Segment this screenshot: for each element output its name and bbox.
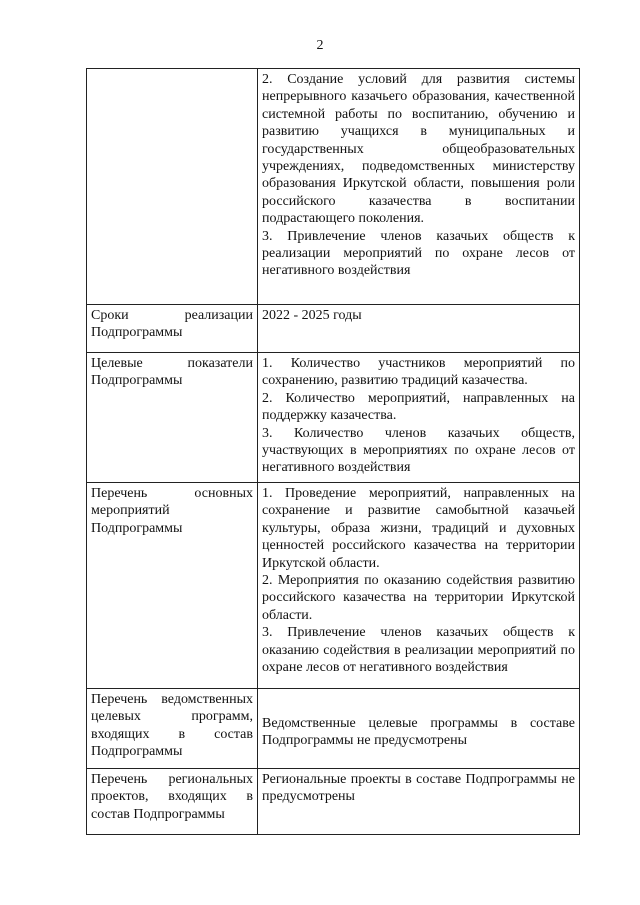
row-label: Целевые показатели Подпрограммы	[87, 353, 258, 483]
table-row	[87, 483, 580, 689]
list-item: Ведомственные целевые программы в составе Подпрограммы не предусмотрены	[262, 716, 575, 749]
row-label: Сроки реализации Подпрограммы	[87, 305, 258, 353]
row-value	[258, 769, 580, 835]
row-label	[87, 69, 258, 305]
row-label: Перечень основных мероприятий Подпрограммы	[87, 483, 258, 689]
row-value	[258, 483, 580, 689]
list-item: 2. Создание условий для развития системы непрерывного казачьего образования, качественной системной работы по воспитанию, обучению и развитию учащихся в муниципальных и государственных общеобразовательных учреждениях, подведомственных министерству образования Иркутской области, повышения роли российского казачества в воспитании подрастающего поколения.	[262, 72, 575, 227]
table-row	[87, 353, 580, 483]
row-value	[258, 353, 580, 483]
list-item: 2. Количество мероприятий, направленных на поддержку казачества.	[262, 390, 575, 424]
table-row	[87, 305, 580, 353]
list-item: 3. Привлечение членов казачьих обществ к оказанию содействия в реализации мероприятий по охране лесов от негативного воздействия	[262, 625, 575, 676]
table-row	[87, 769, 580, 835]
list-item: 2022 - 2025 годы	[262, 308, 362, 323]
row-label: Перечень региональных проектов, входящих в состав Подпрограммы	[87, 769, 258, 835]
list-item: Региональные проекты в составе Подпрограммы не предусмотрены	[262, 772, 575, 805]
table-row	[87, 69, 580, 305]
list-item: 3. Привлечение членов казачьих обществ к реализации мероприятий по охране лесов от негативного воздействия	[262, 228, 575, 279]
list-item: 2. Мероприятия по оказанию содействия развитию российского казачества на территории Иркутской области.	[262, 573, 575, 623]
row-value	[258, 69, 580, 305]
row-label: Перечень ведомственных целевых программ, входящих в состав Подпрограммы	[87, 689, 258, 769]
list-item: 1. Количество участников мероприятий по сохранению, развитию традиций казачества.	[262, 356, 575, 389]
row-value	[258, 305, 580, 353]
subprogram-passport-table	[86, 68, 580, 835]
page-number: 2	[316, 38, 324, 53]
table-row	[87, 689, 580, 769]
list-item: 1. Проведение мероприятий, направленных на сохранение и развитие самобытной казачьей культуры, образа жизни, традиций и духовных ценностей российского казачества на территории Иркутской области.	[262, 486, 575, 571]
row-value	[258, 689, 580, 769]
list-item: 3. Количество членов казачьих обществ, участвующих в мероприятиях по охране лесов от негативного воздействия	[262, 425, 575, 476]
